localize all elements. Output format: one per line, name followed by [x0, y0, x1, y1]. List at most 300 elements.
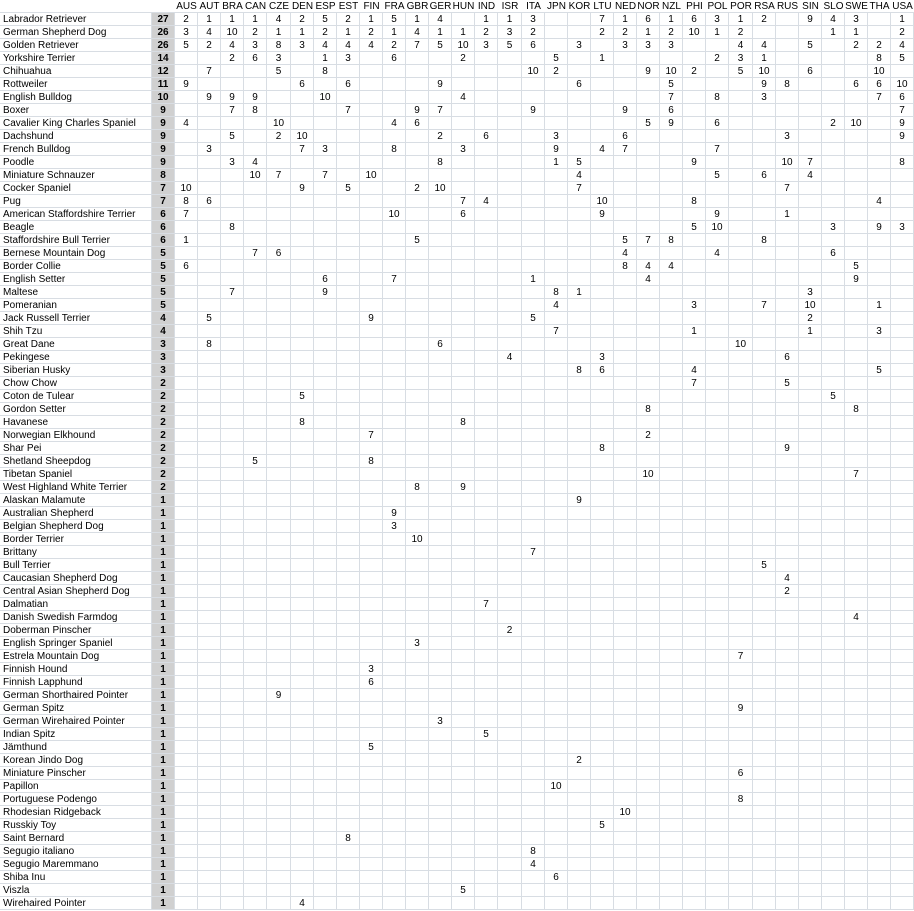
rank-cell[interactable] [868, 390, 891, 403]
rank-cell[interactable] [452, 832, 475, 845]
rank-cell[interactable]: 9 [221, 91, 244, 104]
rank-cell[interactable] [568, 377, 591, 390]
rank-cell[interactable] [568, 884, 591, 897]
rank-cell[interactable]: 3 [799, 286, 822, 299]
rank-cell[interactable] [360, 325, 383, 338]
rank-cell[interactable] [337, 156, 360, 169]
rank-cell[interactable] [729, 91, 753, 104]
rank-cell[interactable] [683, 403, 706, 416]
rank-cell[interactable] [822, 377, 845, 390]
header-count-cell[interactable] [152, 0, 175, 13]
rank-cell[interactable] [498, 234, 522, 247]
rank-cell[interactable] [591, 559, 614, 572]
country-count-cell[interactable]: 10 [152, 91, 175, 104]
rank-cell[interactable] [198, 507, 221, 520]
rank-cell[interactable] [383, 156, 406, 169]
rank-cell[interactable] [314, 468, 337, 481]
rank-cell[interactable] [683, 234, 706, 247]
rank-cell[interactable]: 2 [522, 26, 545, 39]
rank-cell[interactable] [799, 689, 822, 702]
rank-cell[interactable]: 1 [221, 13, 244, 26]
rank-cell[interactable] [383, 806, 406, 819]
rank-cell[interactable]: 1 [591, 52, 614, 65]
rank-cell[interactable] [776, 676, 799, 689]
rank-cell[interactable] [706, 299, 729, 312]
rank-cell[interactable] [429, 52, 452, 65]
rank-cell[interactable] [591, 65, 614, 78]
rank-cell[interactable] [406, 598, 429, 611]
rank-cell[interactable] [198, 169, 221, 182]
rank-cell[interactable] [337, 754, 360, 767]
column-header-por[interactable]: POR [730, 1, 752, 12]
rank-cell[interactable] [244, 416, 267, 429]
rank-cell[interactable] [429, 624, 452, 637]
rank-cell[interactable] [822, 715, 845, 728]
rank-cell[interactable] [614, 455, 637, 468]
rank-cell[interactable] [383, 533, 406, 546]
rank-cell[interactable] [383, 325, 406, 338]
rank-cell[interactable] [383, 65, 406, 78]
rank-cell[interactable] [799, 481, 822, 494]
breed-name-cell[interactable]: Dalmatian [0, 598, 152, 611]
breed-name-cell[interactable]: Doberman Pinscher [0, 624, 152, 637]
rank-cell[interactable]: 4 [522, 858, 545, 871]
rank-cell[interactable]: 8 [267, 39, 291, 52]
rank-cell[interactable]: 9 [360, 312, 383, 325]
rank-cell[interactable] [845, 52, 868, 65]
breed-name-cell[interactable]: Rottweiler [0, 78, 152, 91]
rank-cell[interactable] [314, 390, 337, 403]
rank-cell[interactable] [175, 520, 198, 533]
rank-cell[interactable] [891, 143, 914, 156]
rank-cell[interactable] [545, 247, 568, 260]
rank-cell[interactable] [660, 611, 683, 624]
rank-cell[interactable] [891, 260, 914, 273]
rank-cell[interactable]: 3 [383, 520, 406, 533]
rank-cell[interactable] [267, 871, 291, 884]
rank-cell[interactable] [706, 715, 729, 728]
rank-cell[interactable] [475, 221, 498, 234]
rank-cell[interactable]: 8 [244, 104, 267, 117]
rank-cell[interactable] [845, 182, 868, 195]
rank-cell[interactable] [360, 377, 383, 390]
rank-cell[interactable] [683, 598, 706, 611]
rank-cell[interactable] [383, 546, 406, 559]
rank-cell[interactable] [452, 702, 475, 715]
rank-cell[interactable] [776, 481, 799, 494]
breed-name-cell[interactable]: Chow Chow [0, 377, 152, 390]
rank-cell[interactable] [753, 676, 776, 689]
rank-cell[interactable] [314, 884, 337, 897]
rank-cell[interactable] [314, 637, 337, 650]
rank-cell[interactable] [753, 429, 776, 442]
rank-cell[interactable] [799, 585, 822, 598]
rank-cell[interactable] [406, 585, 429, 598]
rank-cell[interactable] [753, 546, 776, 559]
rank-cell[interactable] [429, 780, 452, 793]
breed-name-cell[interactable]: Korean Jindo Dog [0, 754, 152, 767]
rank-cell[interactable] [660, 715, 683, 728]
rank-cell[interactable] [221, 585, 244, 598]
rank-cell[interactable]: 1 [498, 13, 522, 26]
breed-name-cell[interactable]: Cocker Spaniel [0, 182, 152, 195]
rank-cell[interactable]: 6 [267, 247, 291, 260]
rank-cell[interactable] [683, 78, 706, 91]
rank-cell[interactable] [637, 156, 660, 169]
rank-cell[interactable] [452, 520, 475, 533]
rank-cell[interactable] [175, 468, 198, 481]
rank-cell[interactable] [475, 442, 498, 455]
rank-cell[interactable] [822, 793, 845, 806]
rank-cell[interactable] [660, 351, 683, 364]
rank-cell[interactable] [891, 663, 914, 676]
rank-cell[interactable] [706, 429, 729, 442]
rank-cell[interactable] [753, 182, 776, 195]
rank-cell[interactable] [614, 377, 637, 390]
rank-cell[interactable] [729, 806, 753, 819]
rank-cell[interactable] [637, 247, 660, 260]
rank-cell[interactable] [452, 559, 475, 572]
rank-cell[interactable] [244, 728, 267, 741]
rank-cell[interactable]: 2 [706, 52, 729, 65]
rank-cell[interactable] [198, 793, 221, 806]
rank-cell[interactable] [475, 117, 498, 130]
rank-cell[interactable] [337, 702, 360, 715]
rank-cell[interactable] [175, 273, 198, 286]
rank-cell[interactable] [452, 624, 475, 637]
rank-cell[interactable]: 10 [799, 299, 822, 312]
rank-cell[interactable] [360, 624, 383, 637]
rank-cell[interactable]: 6 [660, 104, 683, 117]
rank-cell[interactable] [822, 806, 845, 819]
breed-name-cell[interactable]: Danish Swedish Farmdog [0, 611, 152, 624]
rank-cell[interactable] [406, 286, 429, 299]
rank-cell[interactable] [291, 533, 314, 546]
rank-cell[interactable] [267, 221, 291, 234]
rank-cell[interactable] [868, 897, 891, 910]
rank-cell[interactable] [753, 897, 776, 910]
rank-cell[interactable] [614, 741, 637, 754]
rank-cell[interactable] [868, 728, 891, 741]
country-count-cell[interactable]: 1 [152, 702, 175, 715]
rank-cell[interactable] [660, 754, 683, 767]
rank-cell[interactable] [452, 78, 475, 91]
rank-cell[interactable] [637, 169, 660, 182]
breed-name-cell[interactable]: Pekingese [0, 351, 152, 364]
rank-cell[interactable] [452, 169, 475, 182]
rank-cell[interactable] [475, 507, 498, 520]
rank-cell[interactable] [475, 663, 498, 676]
breed-name-cell[interactable]: Shar Pei [0, 442, 152, 455]
rank-cell[interactable] [545, 338, 568, 351]
rank-cell[interactable] [637, 572, 660, 585]
rank-cell[interactable] [198, 455, 221, 468]
rank-cell[interactable] [198, 780, 221, 793]
rank-cell[interactable] [868, 624, 891, 637]
rank-cell[interactable] [498, 585, 522, 598]
rank-cell[interactable] [267, 481, 291, 494]
rank-cell[interactable] [337, 468, 360, 481]
column-header-gbr[interactable]: GBR [406, 1, 429, 12]
rank-cell[interactable] [729, 572, 753, 585]
rank-cell[interactable] [267, 416, 291, 429]
rank-cell[interactable] [498, 416, 522, 429]
rank-cell[interactable]: 5 [683, 221, 706, 234]
rank-cell[interactable] [637, 546, 660, 559]
rank-cell[interactable] [729, 325, 753, 338]
rank-cell[interactable] [683, 624, 706, 637]
rank-cell[interactable] [498, 728, 522, 741]
rank-cell[interactable]: 6 [452, 208, 475, 221]
rank-cell[interactable] [522, 663, 545, 676]
rank-cell[interactable] [868, 689, 891, 702]
rank-cell[interactable] [753, 520, 776, 533]
rank-cell[interactable] [175, 572, 198, 585]
rank-cell[interactable]: 7 [614, 143, 637, 156]
rank-cell[interactable] [221, 754, 244, 767]
rank-cell[interactable] [291, 780, 314, 793]
rank-cell[interactable] [337, 455, 360, 468]
rank-cell[interactable] [891, 182, 914, 195]
rank-cell[interactable] [683, 663, 706, 676]
rank-cell[interactable] [660, 208, 683, 221]
rank-cell[interactable] [822, 507, 845, 520]
rank-cell[interactable] [683, 793, 706, 806]
rank-cell[interactable] [452, 247, 475, 260]
rank-cell[interactable] [683, 650, 706, 663]
rank-cell[interactable] [314, 845, 337, 858]
rank-cell[interactable]: 9 [729, 702, 753, 715]
rank-cell[interactable] [383, 286, 406, 299]
rank-cell[interactable] [475, 806, 498, 819]
rank-cell[interactable] [891, 637, 914, 650]
rank-cell[interactable] [175, 741, 198, 754]
rank-cell[interactable] [337, 234, 360, 247]
rank-cell[interactable] [891, 845, 914, 858]
rank-cell[interactable] [845, 741, 868, 754]
country-count-cell[interactable]: 1 [152, 715, 175, 728]
rank-cell[interactable] [522, 325, 545, 338]
rank-cell[interactable]: 4 [406, 26, 429, 39]
rank-cell[interactable] [799, 117, 822, 130]
rank-cell[interactable] [683, 559, 706, 572]
rank-cell[interactable] [429, 598, 452, 611]
rank-cell[interactable] [475, 780, 498, 793]
rank-cell[interactable]: 3 [429, 715, 452, 728]
rank-cell[interactable] [845, 780, 868, 793]
rank-cell[interactable]: 3 [822, 221, 845, 234]
rank-cell[interactable]: 5 [314, 13, 337, 26]
breed-name-cell[interactable]: Portuguese Podengo [0, 793, 152, 806]
rank-cell[interactable] [891, 689, 914, 702]
rank-cell[interactable] [706, 507, 729, 520]
rank-cell[interactable] [360, 481, 383, 494]
rank-cell[interactable]: 8 [891, 156, 914, 169]
rank-cell[interactable] [614, 559, 637, 572]
rank-cell[interactable] [545, 598, 568, 611]
rank-cell[interactable] [706, 78, 729, 91]
rank-cell[interactable] [452, 728, 475, 741]
rank-cell[interactable] [452, 468, 475, 481]
breed-name-cell[interactable]: Australian Shepherd [0, 507, 152, 520]
rank-cell[interactable] [175, 663, 198, 676]
rank-cell[interactable] [637, 819, 660, 832]
rank-cell[interactable] [776, 858, 799, 871]
rank-cell[interactable]: 4 [452, 91, 475, 104]
rank-cell[interactable] [891, 481, 914, 494]
breed-name-cell[interactable]: Cavalier King Charles Spaniel [0, 117, 152, 130]
rank-cell[interactable]: 7 [776, 182, 799, 195]
rank-cell[interactable] [498, 156, 522, 169]
rank-cell[interactable] [868, 650, 891, 663]
rank-cell[interactable] [475, 819, 498, 832]
rank-cell[interactable] [545, 273, 568, 286]
rank-cell[interactable] [522, 741, 545, 754]
rank-cell[interactable]: 7 [637, 234, 660, 247]
rank-cell[interactable] [568, 598, 591, 611]
rank-cell[interactable] [545, 169, 568, 182]
rank-cell[interactable] [591, 832, 614, 845]
rank-cell[interactable] [845, 897, 868, 910]
country-count-cell[interactable]: 26 [152, 26, 175, 39]
rank-cell[interactable] [799, 507, 822, 520]
rank-cell[interactable] [683, 611, 706, 624]
rank-cell[interactable] [637, 377, 660, 390]
country-count-cell[interactable]: 5 [152, 260, 175, 273]
rank-cell[interactable] [614, 650, 637, 663]
rank-cell[interactable] [475, 182, 498, 195]
rank-cell[interactable] [706, 351, 729, 364]
rank-cell[interactable] [591, 104, 614, 117]
rank-cell[interactable] [522, 611, 545, 624]
rank-cell[interactable] [175, 637, 198, 650]
rank-cell[interactable] [314, 78, 337, 91]
rank-cell[interactable] [822, 468, 845, 481]
rank-cell[interactable] [753, 845, 776, 858]
rank-cell[interactable] [822, 260, 845, 273]
rank-cell[interactable] [360, 234, 383, 247]
rank-cell[interactable] [498, 858, 522, 871]
rank-cell[interactable] [221, 442, 244, 455]
rank-cell[interactable] [868, 260, 891, 273]
rank-cell[interactable] [175, 65, 198, 78]
rank-cell[interactable] [337, 377, 360, 390]
rank-cell[interactable] [891, 299, 914, 312]
rank-cell[interactable] [429, 416, 452, 429]
rank-cell[interactable] [498, 650, 522, 663]
rank-cell[interactable] [776, 715, 799, 728]
breed-name-cell[interactable]: Shih Tzu [0, 325, 152, 338]
rank-cell[interactable] [175, 546, 198, 559]
rank-cell[interactable] [706, 793, 729, 806]
rank-cell[interactable] [729, 832, 753, 845]
rank-cell[interactable] [591, 871, 614, 884]
breed-name-cell[interactable]: Viszla [0, 884, 152, 897]
rank-cell[interactable] [614, 273, 637, 286]
breed-name-cell[interactable]: Gordon Setter [0, 403, 152, 416]
rank-cell[interactable] [522, 793, 545, 806]
rank-cell[interactable] [291, 546, 314, 559]
rank-cell[interactable] [660, 299, 683, 312]
rank-cell[interactable] [545, 572, 568, 585]
rank-cell[interactable] [591, 494, 614, 507]
rank-cell[interactable] [429, 702, 452, 715]
rank-cell[interactable] [637, 182, 660, 195]
rank-cell[interactable] [591, 312, 614, 325]
rank-cell[interactable] [429, 273, 452, 286]
rank-cell[interactable] [799, 780, 822, 793]
rank-cell[interactable] [360, 884, 383, 897]
rank-cell[interactable] [776, 637, 799, 650]
rank-cell[interactable] [452, 13, 475, 26]
rank-cell[interactable] [360, 403, 383, 416]
rank-cell[interactable] [614, 533, 637, 546]
rank-cell[interactable] [660, 637, 683, 650]
rank-cell[interactable] [891, 351, 914, 364]
rank-cell[interactable] [868, 143, 891, 156]
rank-cell[interactable] [868, 741, 891, 754]
rank-cell[interactable]: 3 [337, 52, 360, 65]
rank-cell[interactable] [198, 286, 221, 299]
rank-cell[interactable] [360, 299, 383, 312]
rank-cell[interactable] [383, 871, 406, 884]
rank-cell[interactable] [452, 754, 475, 767]
rank-cell[interactable] [845, 871, 868, 884]
rank-cell[interactable]: 7 [221, 104, 244, 117]
country-count-cell[interactable]: 2 [152, 468, 175, 481]
rank-cell[interactable] [267, 234, 291, 247]
rank-cell[interactable] [291, 403, 314, 416]
rank-cell[interactable] [706, 637, 729, 650]
rank-cell[interactable] [591, 468, 614, 481]
rank-cell[interactable] [429, 897, 452, 910]
rank-cell[interactable] [452, 845, 475, 858]
rank-cell[interactable] [267, 182, 291, 195]
rank-cell[interactable]: 5 [291, 390, 314, 403]
rank-cell[interactable] [498, 689, 522, 702]
rank-cell[interactable] [522, 728, 545, 741]
rank-cell[interactable] [776, 611, 799, 624]
rank-cell[interactable] [267, 637, 291, 650]
rank-cell[interactable] [522, 637, 545, 650]
rank-cell[interactable] [360, 585, 383, 598]
rank-cell[interactable] [175, 169, 198, 182]
rank-cell[interactable]: 3 [591, 351, 614, 364]
rank-cell[interactable] [706, 325, 729, 338]
rank-cell[interactable] [475, 390, 498, 403]
rank-cell[interactable]: 1 [244, 13, 267, 26]
rank-cell[interactable] [383, 780, 406, 793]
rank-cell[interactable] [498, 494, 522, 507]
rank-cell[interactable] [429, 494, 452, 507]
rank-cell[interactable] [522, 585, 545, 598]
rank-cell[interactable] [614, 858, 637, 871]
rank-cell[interactable] [383, 845, 406, 858]
rank-cell[interactable] [729, 715, 753, 728]
rank-cell[interactable] [498, 520, 522, 533]
rank-cell[interactable] [337, 637, 360, 650]
rank-cell[interactable] [498, 663, 522, 676]
rank-cell[interactable] [637, 481, 660, 494]
rank-cell[interactable] [221, 715, 244, 728]
rank-cell[interactable] [545, 234, 568, 247]
rank-cell[interactable] [753, 585, 776, 598]
rank-cell[interactable]: 8 [568, 364, 591, 377]
rank-cell[interactable]: 1 [683, 325, 706, 338]
rank-cell[interactable] [891, 377, 914, 390]
rank-cell[interactable] [845, 104, 868, 117]
rank-cell[interactable] [683, 741, 706, 754]
